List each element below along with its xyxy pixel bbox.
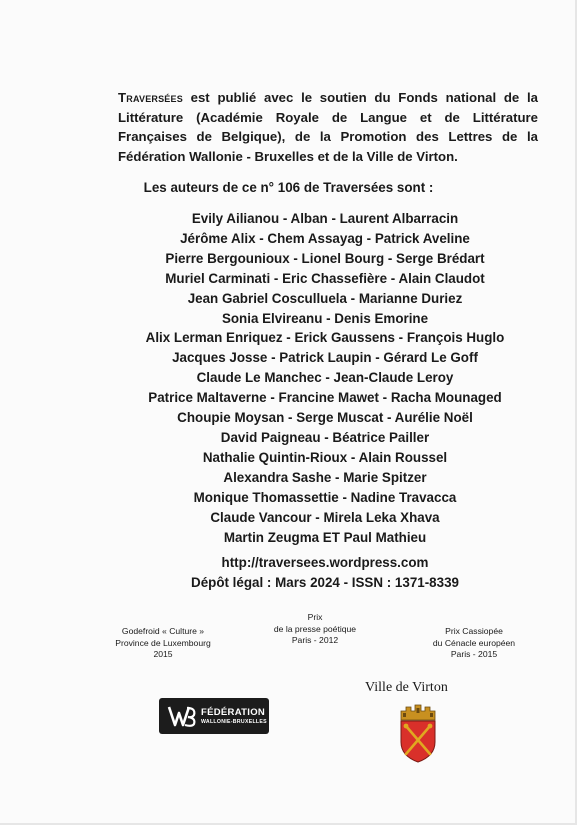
author-line: Monique Thomassettie - Nadine Travacca (193, 489, 457, 505)
author-line: Jean Gabriel Cosculluela - Marianne Duriez (187, 290, 463, 306)
author-line: Muriel Carminati - Eric Chassefière - Alain Claudot (165, 270, 485, 286)
journal-name: Traversées (118, 90, 183, 105)
fwb-logo-subtext: WALLONIE-BRUXELLES (201, 719, 267, 725)
award-line: du Cénacle européen (432, 637, 516, 648)
author-line: Alexandra Sashe - Marie Spitzer (223, 469, 427, 485)
award-line: Paris - 2012 (291, 635, 339, 646)
author-line: Evily Ailianou - Alban - Laurent Albarracin (191, 211, 459, 226)
intro-paragraph (118, 88, 538, 166)
author-line: David Paigneau - Béatrice Pailler (220, 429, 430, 445)
author-line: Sonia Elvireanu - Denis Emorine (221, 310, 429, 326)
author-line: Patrice Maltaverne - Francine Mawet - Racha Mounaged (148, 390, 502, 406)
authors-list (0, 209, 577, 547)
author-line: Martin Zeugma ET Paul Mathieu (223, 529, 427, 545)
author-line: Claude Le Manchec - Jean-Claude Leroy (196, 370, 454, 386)
award-line: Godefroid « Culture » (121, 626, 205, 636)
award-presse-poetique (240, 612, 390, 647)
fwb-monogram-icon (166, 703, 198, 729)
award-line: de la presse poétique (273, 623, 357, 634)
coat-of-arms-icon (393, 702, 443, 764)
award-line: Prix Cassiopée (445, 626, 503, 636)
author-line: Jacques Josse - Patrick Laupin - Gérard Le Goff (172, 350, 478, 366)
legal-deposit: Dépôt légal : Mars 2024 - ISSN : 1371-8339 (191, 575, 459, 590)
virton-title: Ville de Virton (365, 680, 448, 695)
website-link[interactable]: http://traversees.wordpress.com (221, 555, 429, 570)
award-line: Paris - 2015 (450, 649, 498, 660)
author-line: Alix Lerman Enriquez - Erick Gaussens - François Huglo (145, 330, 505, 346)
author-line: Jérôme Alix - Chem Assayag - Patrick Aveline (180, 230, 470, 246)
award-godefroid (88, 626, 238, 661)
award-line: Province de Luxembourg (115, 637, 211, 648)
author-line: Claude Vancour - Mirela Leka Xhava (210, 509, 440, 525)
author-line: Nathalie Quintin-Rioux - Alain Roussel (202, 449, 448, 465)
author-line: Choupie Moysan - Serge Muscat - Aurélie Noël (177, 410, 473, 426)
fwb-logo-text: FÉDÉRATION (201, 707, 266, 718)
author-line: Pierre Bergounioux - Lionel Bourg - Serge Brédart (165, 250, 485, 266)
intro-text: est publié avec le soutien du Fonds national de la Littérature (Académie Royale de Langue et de Littérature Françaises de Belgique), de la Promotion des Lettres de la Fédération Wallonie - Bruxelles et de la Ville de Virton. (118, 90, 538, 164)
award-line: 2015 (153, 649, 173, 660)
federation-wallonie-bruxelles-logo (159, 698, 269, 734)
award-cassiopee (399, 626, 549, 661)
award-line: Prix (307, 612, 323, 622)
authors-heading: Les auteurs de ce n° 106 de Traversées sont : (143, 180, 434, 195)
